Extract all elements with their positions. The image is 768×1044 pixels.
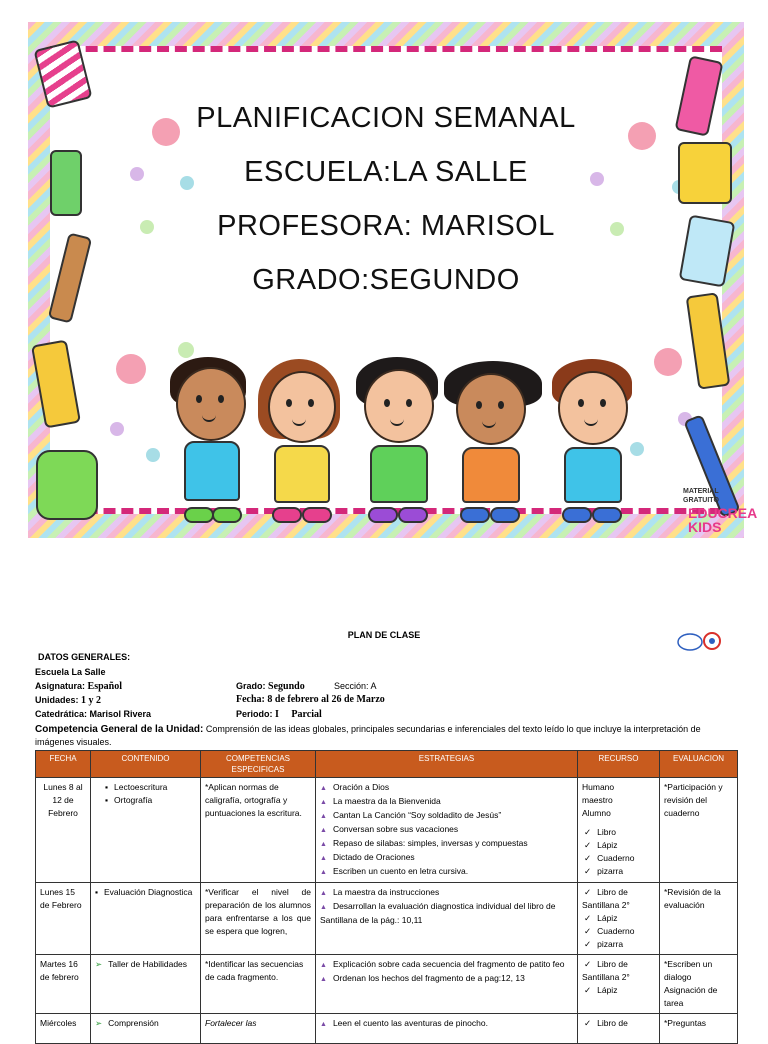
estrategia-item: ▲ Explicación sobre cada secuencia del fragmento de patito feo [320, 958, 573, 972]
contenido-item: ▪ Ortografía [95, 794, 196, 807]
cell-contenido [91, 955, 201, 1014]
fecha-row [236, 694, 385, 705]
contenido-item: ▪ Evaluación Diagnostica [85, 886, 196, 899]
table-row [36, 1014, 738, 1044]
fecha-label: Fecha: [236, 694, 265, 705]
recurso-item: ✓ pizarra [582, 865, 655, 878]
decor-dot [654, 348, 682, 376]
contenido-item: ➢ Taller de Habilidades [95, 958, 196, 971]
table-row [36, 778, 738, 883]
recurso-item: ✓ Libro de Santillana 2° [582, 886, 655, 912]
recurso-item: ✓ Cuaderno [582, 852, 655, 865]
cell-contenido [91, 1014, 201, 1044]
asignatura-row [35, 681, 122, 692]
periodo-row [236, 709, 322, 720]
plan-title: PLAN DE CLASE [347, 630, 421, 640]
header-recurso: RECURSO [578, 751, 660, 778]
cell-evaluacion: *Revisión de la evaluación [660, 883, 738, 955]
catedratica-line: Catedrática: Marisol Rivera [35, 709, 152, 719]
cell-evaluacion: *Participación y revisión del cuaderno [660, 778, 738, 883]
datos-generales-heading: DATOS GENERALES: [38, 652, 131, 662]
header-fecha: FECHA [36, 751, 91, 778]
asignatura-value: Español [87, 681, 122, 692]
cover-title-line-4: GRADO:SEGUNDO [252, 264, 520, 296]
table-row [36, 883, 738, 955]
header-evaluacion: EVALUACION [660, 751, 738, 778]
brand-logo: EDUCREA KIDS [688, 505, 757, 535]
periodo-value: I Parcial [275, 709, 322, 720]
estrategia-item: ▲ Ordenan los hechos del fragmento de a pag:12, 13 [320, 972, 573, 986]
cell-estrategias [316, 955, 578, 1014]
brand-tag: MATERIAL GRATUITO [683, 488, 719, 504]
seccion-value: Sección: A [334, 681, 377, 691]
cell-estrategias [316, 883, 578, 955]
recurso-item: ✓ Lápiz [582, 839, 655, 852]
lesson-plan-table [35, 750, 738, 1044]
cell-evaluacion: *Escriben un dialogo Asignación de tarea [660, 955, 738, 1014]
cell-fecha: Martes 16 de febrero [36, 955, 91, 1014]
header-estrategias: ESTRATEGIAS [316, 751, 578, 778]
recurso-item: ✓ Cuaderno [582, 925, 655, 938]
estrategia-item: ▲ Desarrollan la evaluación diagnostica individual del libro de Santillana de la pág.: 10,11 [320, 900, 573, 927]
recurso-item: ✓ pizarra [582, 938, 655, 951]
estrategia-item: ▲ La maestra da la Bienvenida [320, 795, 573, 809]
asignatura-label: Asignatura: [35, 681, 86, 691]
crayon-box-icon [678, 142, 732, 204]
cover-title-line-2: ESCUELA:LA SALLE [244, 156, 528, 188]
cell-competencias: *Verificar el nivel de preparación de los alumnos para enfrentarse a los que se espera que logren, [201, 883, 316, 955]
estrategia-item: ▲ Dictado de Oraciones [320, 851, 573, 865]
backpack-icon [36, 450, 98, 520]
header-contenido: CONTENIDO [91, 751, 201, 778]
crayon-green-icon [50, 150, 82, 216]
competencia-label: Competencia General de la Unidad: [35, 724, 204, 735]
cell-fecha: Miércoles [36, 1014, 91, 1044]
unidades-row [35, 695, 101, 706]
competencia-text: Comprensión de las ideas globales, principales secundarias e inferenciales del texto leído lo que incluye la interpretación de imágenes visuales. [35, 724, 701, 747]
estrategia-item: ▲ Leen el cuento las aventuras de pinocho. [320, 1017, 573, 1031]
decor-dot [178, 342, 194, 358]
cell-recurso [578, 955, 660, 1014]
cell-estrategias [316, 1014, 578, 1044]
unidades-value: 1 y 2 [81, 695, 102, 706]
estrategia-item: ▲ Conversan sobre sus vacaciones [320, 823, 573, 837]
estrategia-item: ▲ Repaso de silabas: simples, inversas y compuestas [320, 837, 573, 851]
school-logo-icon [676, 630, 722, 652]
recurso-item: ✓ Libro de Santillana 2° [582, 958, 655, 984]
recurso-text: Humano [582, 782, 615, 792]
competencia-general [35, 723, 735, 749]
cover-frame [28, 22, 757, 538]
decor-dot [110, 422, 124, 436]
cell-competencias: *Aplican normas de caligrafía, ortografía y puntuaciones la escritura. [201, 778, 316, 883]
children-illustration [158, 357, 658, 547]
estrategia-item: ▲ Escriben un cuento en letra cursiva. [320, 865, 573, 879]
cell-evaluacion: *Preguntas [660, 1014, 738, 1044]
table-header-row [36, 751, 738, 778]
recurso-text: Alumno [582, 808, 611, 818]
recurso-text: maestro [582, 795, 613, 805]
contenido-item: ➢ Comprensión [95, 1017, 196, 1030]
cell-recurso [578, 1014, 660, 1044]
glue-bottle-icon [679, 215, 736, 288]
periodo-label: Periodo: [236, 709, 273, 719]
estrategia-item: ▲ Oración a Dios [320, 781, 573, 795]
grado-label: Grado: [236, 681, 266, 691]
unidades-label: Unidades: [35, 695, 79, 705]
escuela-line: Escuela La Salle [35, 667, 106, 677]
cell-competencias: *Identificar las secuencias de cada fragmento. [201, 955, 316, 1014]
cell-contenido [91, 778, 201, 883]
cell-estrategias [316, 778, 578, 883]
estrategia-item: ▲ Cantan La Canción “Soy soldadito de Jesús” [320, 809, 573, 823]
cover-title-line-3: PROFESORA: MARISOL [217, 210, 555, 242]
cell-fecha: Lunes 15 de Febrero [36, 883, 91, 955]
cell-fecha: Lunes 8 al 12 de Febrero [36, 778, 91, 883]
header-competencias: COMPETENCIAS ESPECIFICAS [201, 751, 316, 778]
grado-value: Segundo [268, 681, 305, 692]
cell-contenido [91, 883, 201, 955]
fecha-value: 8 de febrero al 26 de Marzo [267, 694, 385, 705]
estrategia-item: ▲ La maestra da instrucciones [320, 886, 573, 900]
recurso-item: ✓ Lápiz [582, 912, 655, 925]
recurso-item: ✓ Lápiz [582, 984, 655, 997]
recurso-item: ✓ Libro [582, 826, 655, 839]
cell-recurso [578, 883, 660, 955]
cell-recurso [578, 778, 660, 883]
recurso-item: ✓ Libro de [582, 1017, 655, 1030]
cell-competencias: Fortalecer las [201, 1014, 316, 1044]
contenido-item: ▪ Lectoescritura [95, 781, 196, 794]
decor-dot [116, 354, 146, 384]
table-row [36, 955, 738, 1014]
cover-title-line-1: PLANIFICACION SEMANAL [196, 102, 576, 134]
grado-row [236, 681, 305, 692]
